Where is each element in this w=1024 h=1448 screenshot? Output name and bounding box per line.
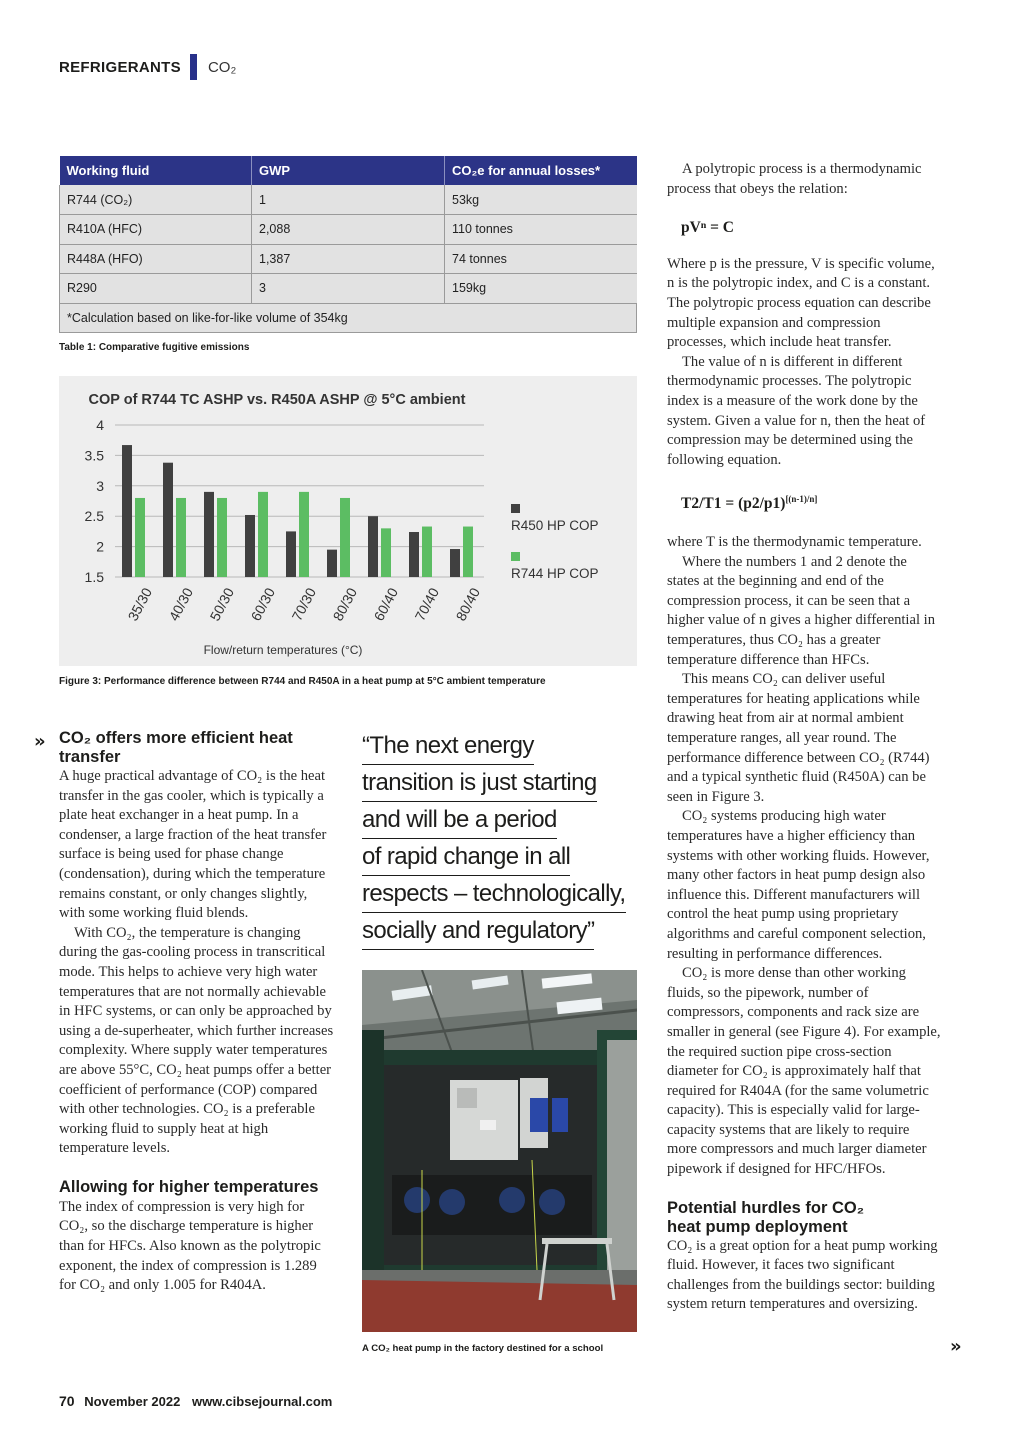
header-divider [190,54,197,80]
table-cell: R290 [60,274,252,304]
x-tick-label: 70/30 [288,584,320,624]
bar-r450 [286,531,296,577]
formula-polytropic: pVⁿ = C [681,219,734,237]
bar-r450 [450,549,460,577]
paragraph: The index of compression is very high for CO₂, so the discharge temperature is higher than for HFCs. Also known as the polytropic exponent, the index of compression is 1.289 for CO₂ and only 1.005 for R404A. [59,1198,321,1294]
paragraph: CO₂ systems producing high water temperatures have a higher efficiency than systems with other working fluids. However, many other factors in heat pump design also influence this. Different manufacturers will control the heat pump using proprietary algorithms and careful component selection, resulting in performance differences. [667,808,930,962]
paragraph: Where the numbers 1 and 2 denote the states at the beginning and end of the compression process, it can be seen that a higher value of n gives a higher differential in temperatures, thus CO₂ has a greater temperature difference than HFCs. [667,553,936,668]
column-1 [59,729,334,1296]
bar-r744 [422,527,432,577]
x-tick-label: 60/40 [370,584,402,624]
double-chevron-right-icon: » [34,731,46,752]
column-3 [667,160,942,1315]
table-row [60,274,637,304]
table-row [60,185,637,215]
table-row [60,303,637,333]
paragraph: CO₂ is more dense than other working fluids, so the pipework, number of compressors, components and rack size are smaller in general (see Figure 4). For example, the required suction pipe cross-section diameter for CO₂ is approximately half that required for R404A (for the same volumetric capacity). This is especially valid for large-capacity systems that are likely to require more compressors and much larger diameter pipework if designed for HFC/HFOs. [667,965,941,1178]
formula-exponent: [(n-1)/n] [785,494,818,505]
website-link[interactable]: www.cibsejournal.com [191,1394,333,1409]
bar-r450 [204,492,214,577]
table-cell: 159kg [445,274,637,304]
y-tick-label: 2.5 [84,508,104,525]
table-cell: R448A (HFO) [60,244,252,274]
bar-r744 [299,492,309,577]
table-header-co2e: CO₂e for annual losses* [445,156,637,185]
y-tick-label: 3.5 [84,447,104,464]
bar-r450 [409,532,419,577]
y-tick-label: 2 [96,538,104,555]
paragraph: where T is the thermodynamic temperature. [667,534,922,551]
fugitive-emissions-table [59,156,637,333]
bar-r744 [217,498,227,577]
bar-r450 [368,516,378,577]
quote-line: socially and regulatory” [362,913,594,950]
heat-pump-photo [362,970,637,1332]
x-tick-label: 35/30 [124,584,156,624]
bar-r450 [163,463,173,577]
cop-chart-svg [59,376,637,666]
paragraph: CO₂ is a great option for a heat pump working fluid. However, it faces two significant challenges from the buildings sector: building system return temperatures and oversizing. [667,1237,938,1313]
table-row [60,215,637,245]
table-cell: 3 [252,274,445,304]
bar-r744 [381,528,391,577]
table-cell: 1,387 [252,244,445,274]
table-note: *Calculation based on like-for-like volume of 354kg [60,303,637,333]
x-tick-label: 80/30 [329,584,361,624]
paragraph: A polytropic process is a thermodynamic process that obeys the relation: [667,161,922,197]
legend-swatch [511,552,520,561]
x-tick-label: 80/40 [452,584,484,624]
table-cell: R744 (CO₂) [60,185,252,215]
section-title: REFRIGERANTS [59,58,181,76]
x-tick-label: 40/30 [165,584,197,624]
x-tick-label: 70/40 [411,584,443,624]
paragraph: A huge practical advantage of CO₂ is the heat transfer in the gas cooler, which is typically a plate heat exchanger in a heat pump. In a condenser, a large fraction of the heat transfer surface is being used for phase change (condensation), during which the temperature remains constant, or only changes slightly, with some working fluid blends. [59,768,327,922]
x-axis-label: Flow/return temperatures (°C) [203,643,363,657]
bar-r744 [258,492,268,577]
paragraph: Where p is the pressure, V is specific volume, n is the polytropic index, and C is a constant. The polytropic process equation can describe multiple expansion and compression processes, which include heat transfer. [667,255,935,351]
figure-3-caption: Figure 3: Performance difference between R744 and R450A in a heat pump at 5°C ambient temperature [59,676,546,687]
page-number: 70 [59,1393,75,1409]
heading-potential-hurdles: Potential hurdles for CO₂ heat pump deployment [667,1198,865,1236]
table-cell: 2,088 [252,215,445,245]
table-cell: R410A (HFC) [60,215,252,245]
bar-r450 [245,515,255,577]
table-cell: 1 [252,185,445,215]
pull-quote [362,728,642,950]
quote-line: of rapid change in all [362,839,570,876]
legend-swatch [511,504,520,513]
section-subtitle: CO₂ [207,58,237,76]
paragraph: This means CO₂ can deliver useful temperatures for heating applications while drawing heat from air at normal ambient temperature ranges, all year round. The performance difference between CO₂ (R744) and a typical synthetic fluid (R450A) can be seen in Figure 3. [667,671,930,805]
bar-r450 [122,445,132,577]
table-cell: 74 tonnes [445,244,637,274]
legend-label: R744 HP COP [511,566,599,581]
y-tick-label: 3 [96,477,104,494]
table-caption: Table 1: Comparative fugitive emissions [59,342,250,353]
bar-r744 [176,498,186,577]
bar-r744 [135,498,145,577]
formula-base: T2/T1 = (p2/p1) [681,495,786,513]
table-row [60,244,637,274]
page-header [59,54,236,80]
chart-title: COP of R744 TC ASHP vs. R450A ASHP @ 5°C ambient [88,392,466,408]
table-header-fluid: Working fluid [60,156,252,185]
heading-higher-temperatures: Allowing for higher temperatures [59,1177,319,1196]
table-header-gwp: GWP [252,156,445,185]
bar-r744 [463,527,473,577]
photo-caption: A CO₂ heat pump in the factory destined for a school [362,1343,604,1354]
double-chevron-right-icon: » [950,1336,962,1357]
bar-r744 [340,498,350,577]
quote-line: and will be a period [362,802,557,839]
formula-temperature-ratio [681,490,942,514]
cop-chart [59,376,637,666]
issue-date: November 2022 [84,1394,181,1409]
legend-label: R450 HP COP [511,518,599,533]
y-tick-label: 1.5 [84,569,104,585]
quote-line: respects – technologically, [362,876,626,913]
x-tick-label: 50/30 [206,584,238,624]
x-tick-label: 60/30 [247,584,279,624]
paragraph: With CO₂, the temperature is changing during the gas-cooling process in transcritical mode. This helps to achieve very high water temperatures that are not normally achievable in HFC systems, or can only be approached by using a de-superheater, which further increases complexity. Where supply water temperatures are above 55°C, CO₂ heat pumps offer a better coefficient of performance (COP) compared with other technologies. CO₂ is a preferable working fluid to supply heat at high temperature levels. [59,924,334,1157]
y-tick-label: 4 [96,417,104,433]
table-cell: 53kg [445,185,637,215]
table-cell: 110 tonnes [445,215,637,245]
quote-line: “The next energy [362,728,534,765]
paragraph: The value of n is different in different thermodynamic processes. The polytropic index is a measure of the work done by the system. Given a value for n, then the heat of compression may be determined using the following equation. [667,353,926,468]
quote-line: transition is just starting [362,765,597,802]
page-footer [59,1393,332,1409]
bar-r450 [327,550,337,577]
heading-efficient-heat-transfer: CO₂ offers more efficient heat transfer [59,729,293,766]
